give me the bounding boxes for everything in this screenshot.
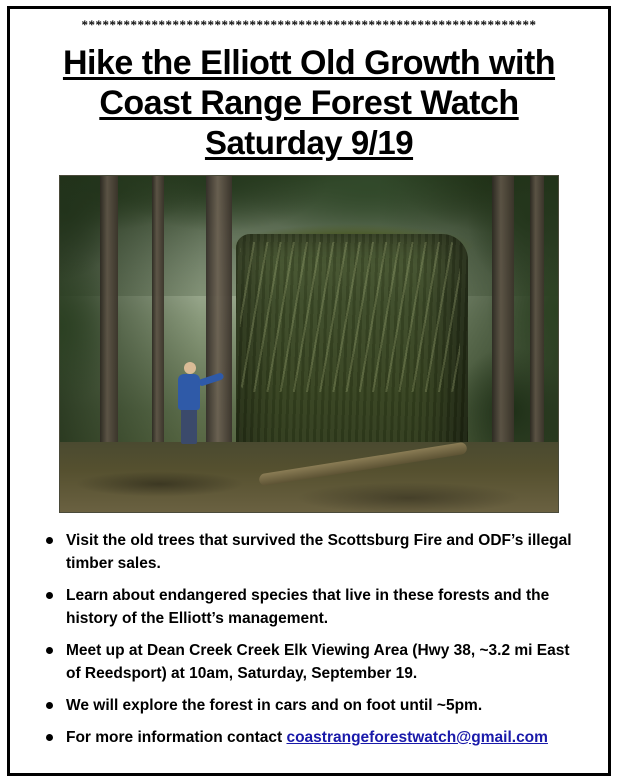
hanging-lichen (240, 242, 460, 392)
details-list (40, 529, 582, 749)
list-item: Meet up at Dean Creek Creek Elk Viewing Area (Hwy 38, ~3.2 mi East of Reedsport) at 10am, Saturday, September 19. (40, 639, 582, 685)
list-item: We will explore the forest in cars and on foot until ~5pm. (40, 694, 582, 717)
page-title (30, 43, 588, 163)
contact-prefix: For more information contact (66, 729, 287, 746)
title-line-2: Coast Range Forest Watch (99, 84, 519, 122)
old-growth-stump-photo (59, 175, 559, 513)
person-body (178, 374, 200, 410)
person-legs (181, 408, 197, 444)
list-item: Visit the old trees that survived the Scottsburg Fire and ODF’s illegal timber sales. (40, 529, 582, 575)
person-head (184, 362, 196, 374)
flyer-content (14, 13, 604, 769)
star-divider-top: ***************************************************************** (81, 17, 537, 32)
list-item-contact (40, 726, 582, 749)
contact-email-link[interactable]: coastrangeforestwatch@gmail.com (286, 729, 548, 746)
title-line-1: Hike the Elliott Old Growth with (62, 44, 556, 82)
title-line-3: Saturday 9/19 (204, 124, 414, 161)
list-item: Learn about endangered species that live in these forests and the history of the Elliott’s management. (40, 584, 582, 630)
